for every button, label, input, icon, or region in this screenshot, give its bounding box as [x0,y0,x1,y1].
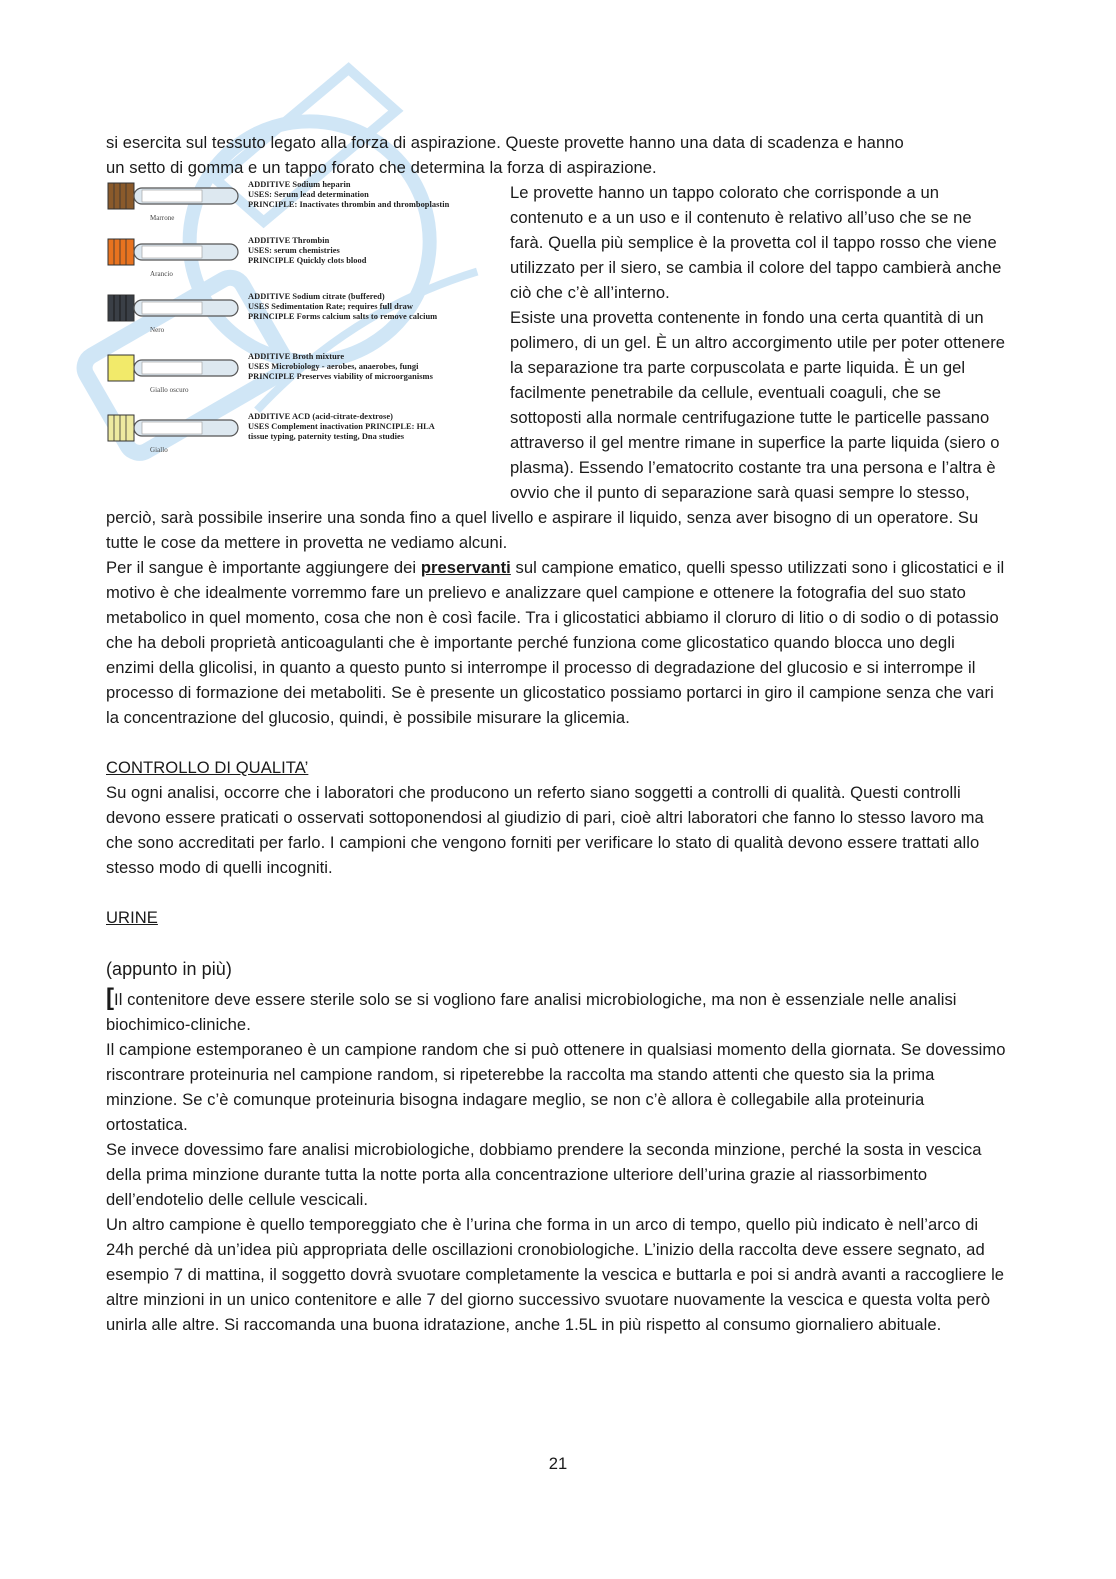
tube-description [248,180,498,210]
tube-description [248,236,498,266]
blood-tubes-figure [106,180,498,503]
tube-principle: PRINCIPLE Quickly clots blood [248,256,367,265]
tube-color-name: Nero [150,326,165,334]
tube-row [106,412,498,468]
urine-paragraph-1 [106,984,1006,1037]
urine-heading: URINE [106,908,158,927]
qc-paragraph: Su ogni analisi, occorre che i laboratori che producono un referto siano soggetti a controlli di qualità. Questi controlli devono essere praticati o osservati sottoponendosi al giudizio di pari, cioè altri laboratori che fanno lo stesso lavoro ma che sono accreditati per farlo. I campioni che vengono forniti per verificare lo stato di qualità devono essere trattati allo stesso modo di quelli incogniti. [106,783,984,877]
tube-cap [108,295,134,321]
tube-cap [108,183,134,209]
tube-uses: USES Complement inactivation PRINCIPLE: HLA [248,422,435,431]
tube-description [248,352,498,382]
tube-description [248,412,498,442]
tube-principle: tissue typing, paternity testing, Dna studies [248,432,405,441]
tube-uses: USES Sedimentation Rate; requires full draw [248,302,413,311]
tube-icon [106,180,246,220]
intro-line-1: si esercita sul tessuto legato alla forza di aspirazione. Queste provette hanno una data di scadenza e hanno [106,133,904,152]
urine-paragraph-2: Il campione estemporaneo è un campione random che si può ottenere in qualsiasi momento della giornata. Se dovessimo riscontrare proteinuria nel campione random, si ripeterebbe la raccolta ma stando attenti che questo sia la prima minzione. Se c’è comunque proteinuria bisogna indagare meglio, se non c’è allora è collegabile alla proteinuria ortostatica. [106,1040,1006,1134]
page-number: 21 [548,1454,568,1473]
tube-principle: PRINCIPLE: Inactivates thrombin and thromboplastin [248,200,450,209]
tube-icon [106,236,246,276]
tube-principle: PRINCIPLE Preserves viability of microorganisms [248,372,433,381]
tube-color-name: Giallo [150,446,168,454]
tube-additive: ADDITIVE Broth mixture [248,352,345,361]
urine-paragraph-3: Se invece dovessimo fare analisi microbiologiche, dobbiamo prendere la seconda minzione, perché la sosta in vescica della prima minzione durante tutta la notte porta alla concentrazione ulteriore dell’urina grazie al riassorbimento dell’endotelio delle cellule vescicali. [106,1140,982,1209]
tube-color-name: Giallo oscuro [150,386,189,394]
tube-additive: ADDITIVE Sodium heparin [248,180,351,189]
tube-color-name: Arancio [150,270,173,278]
tube-additive: ADDITIVE Sodium citrate (buffered) [248,292,385,301]
open-bracket: [ [106,984,115,1011]
tube-description [248,292,498,322]
tube-additive: ADDITIVE ACD (acid-citrate-dextrose) [248,412,393,421]
preservanti-paragraph [106,555,1006,730]
page-body [106,130,1006,1337]
note-label: (appunto in più) [106,959,232,979]
tube-uses: USES: Serum lead determination [248,190,369,199]
tube-uses: USES Microbiology - aerobes, anaerobes, fungi [248,362,419,371]
tube-uses: USES: serum chemistries [248,246,340,255]
tube-row [106,236,498,292]
tube-principle: PRINCIPLE Forms calcium salts to remove calcium [248,312,438,321]
preservanti-rest: sul campione ematico, quelli spesso utilizzati sono i glicostatici e il motivo è che idealmente vorremmo fare un prelievo e analizzare quel campione e ottenere la fotografia del suo stato metabolico in quel momento, cosa che non è così facile. Tra i glicostatici abbiamo il cloruro di litio o di sodio o di potassio che ha deboli proprietà anticoagulanti che è importante perché funziona come glicostatico quando blocca uno degli enzimi della glicolisi, in quanto a questo punto si interrompe il processo di degradazione del glucosio e si interrompe il processo di formazione dei metaboliti. Se è presente un glicostatico possiamo portarci in giro il campione senza che vari la concentrazione del glucosio, quindi, è possibile misurare la glicemia. [106,558,1005,727]
tube-color-name: Marrone [150,214,175,222]
tube-cap [108,415,134,441]
intro-line-2: un setto di gomma e un tappo forato che determina la forza di aspirazione. [106,158,657,177]
tubes-paragraph: Le provette hanno un tappo colorato che corrisponde a un contenuto e a un uso e il contenuto è relativo all’uso che se ne farà. Quella più semplice è la provetta col il tappo rosso che viene utilizzato per il siero, se cambia il colore del tappo cambierà anche ciò che c’è all’interno. [510,183,1002,302]
tube-cap [108,355,134,381]
urine-paragraph-1-text: Il contenitore deve essere sterile solo se si vogliono fare analisi microbiologiche, ma non è essenziale nelle analisi biochimico-cliniche. [106,990,957,1034]
urine-paragraph-4: Un altro campione è quello temporeggiato che è l’urina che forma in un arco di tempo, quello più indicato è nell’arco di 24h perché dà un’idea più appropriata delle oscillazioni cronobiologiche. L’inizio della raccolta deve essere segnato, ad esempio 7 di mattina, il soggetto dovrà svuotare completamente la vescica e buttarla e poi si andrà avanti a raccogliere le altre minzioni in un unico contenitore e alle 7 del giorno successivo svuotare nuovamente la vescica e questa volta però unirla alle altre. Si raccomanda una buona idratazione, anche 1.5L in più rispetto al consumo giornaliero abituale. [106,1215,1005,1334]
tube-row [106,292,498,348]
tube-row [106,352,498,408]
tube-row [106,180,498,236]
tube-icon [106,412,246,452]
preservanti-term: preservanti [420,558,511,577]
tube-icon [106,292,246,332]
gel-paragraph: Esiste una provetta contenente in fondo una certa quantità di un polimero, di un gel. È un altro accorgimento utile per poter ottenere la separazione tra parte corpuscolata e parte liquida. È un gel facilmente penetrabile da cellule, eventuali coaguli, che se sottoposti alla normale centrifugazione tutte le particelle passano attraverso il gel mentre rimane in superfice la parte liquida (siero o plasma). Essendo l’ematocrito costante tra una persona e l’altra è ovvio che il punto di separazione sarà quasi sempre lo stesso, perciò, sarà possibile inserire una sonda fino a quel livello e aspirare il liquido, senza aver bisogno di un operatore. Su tutte le cose da mettere in provetta ne vediamo alcuni. [106,308,1006,552]
tube-cap [108,239,134,265]
qc-heading: CONTROLLO DI QUALITA’ [106,758,309,777]
preservanti-lead: Per il sangue è importante aggiungere dei [106,558,421,577]
tube-additive: ADDITIVE Thrombin [248,236,330,245]
